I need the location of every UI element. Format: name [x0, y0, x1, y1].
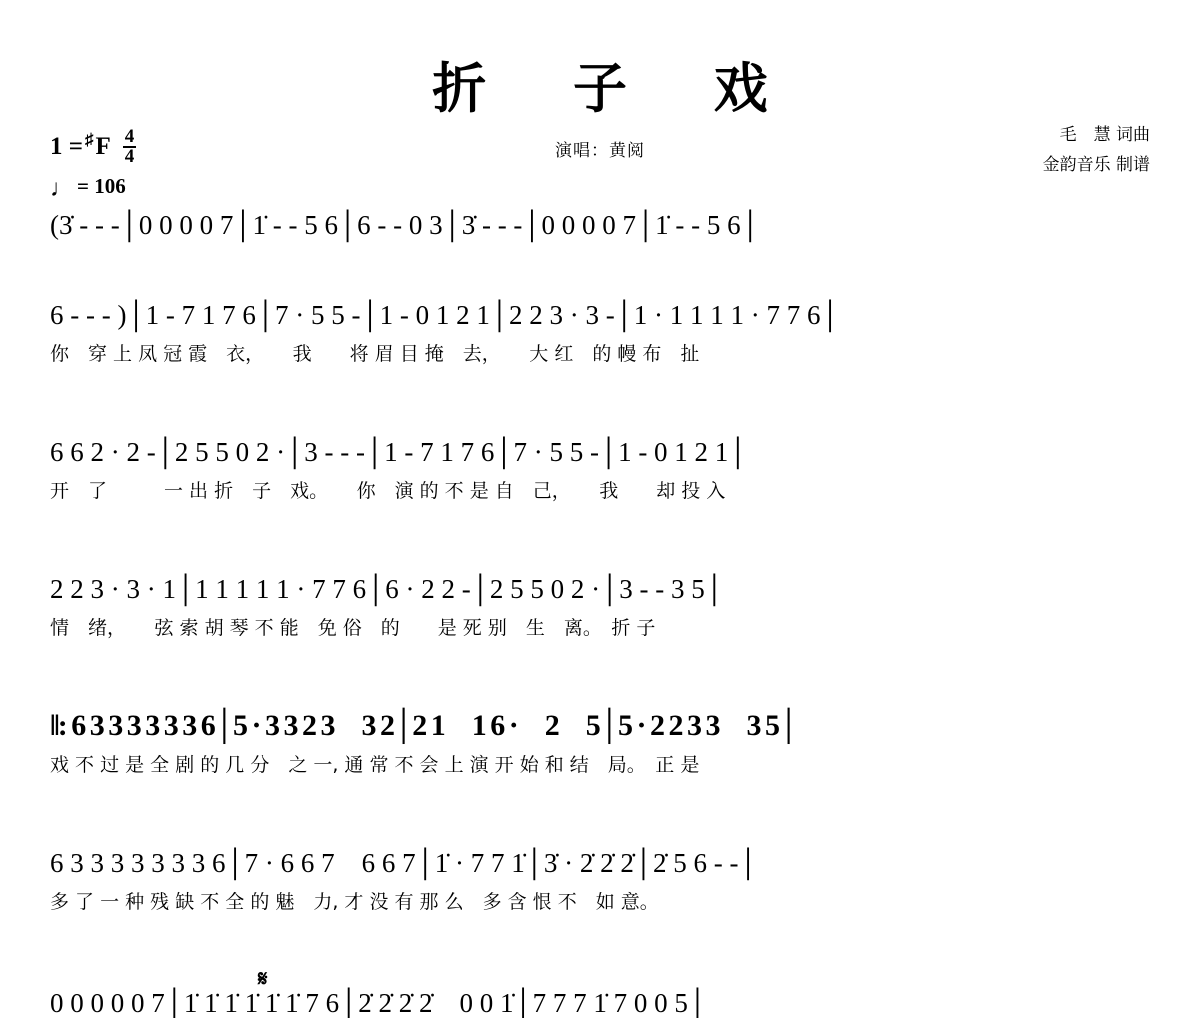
key-signature-block [50, 126, 136, 202]
tempo-marking [50, 174, 136, 202]
note-row: 0 0 0 0 0 7│1̇ 1̇ 1̇ 1̇ 1̇ 1̇ 7 6│2̇ 2̇ 2̇ 2̇ 0 0 1̇│7 7 7 1̇ 7 0 0 5│ [50, 988, 708, 1018]
singer-line: 演唱：黄阅 [555, 141, 645, 161]
credit-engraver: 金韵音乐 制谱 [1042, 155, 1150, 175]
page-title: 折 子 戏 [432, 57, 802, 120]
note-row: 2 2 3 · 3 · 1│1 1 1 1 1 · 7 7 6│6 · 2 2 -│2 5 5 0 2 ·│3 - - 3 5│ [50, 574, 724, 604]
music-system-1 [50, 210, 1155, 240]
sharp-icon: ♯ [85, 130, 94, 150]
music-system-4 [50, 574, 1155, 642]
music-system-6 [50, 848, 1155, 916]
music-system-5 [50, 711, 1155, 779]
note-row: 6 3 3 3 3 3 3 3 6│7 · 6 6 7 6 6 7│1̇ · 7 7 1̇│3̇ · 2̇ 2̇ 2̇│2̇ 5 6 - -│ [50, 848, 758, 878]
credit-author: 毛 慧 词曲 [1059, 125, 1150, 145]
tempo-value: = 106 [77, 174, 126, 199]
credits [1043, 120, 1150, 180]
lyric-row: 开 了 一 出 折 子 戏。 你 演 的 不 是 自 己， 我 却 投 入 [50, 480, 726, 502]
note-row: ‖: 6 3 3 3 3 3 3 6│5 · 3 3 2 3 3 2│2 1 1 6 · 2 5│5 · 2 2 3 3 3 5│ [50, 709, 798, 742]
lyric-row: 情 绪， 弦 索 胡 琴 不 能 免 俗 的 是 死 别 生 离。 折 子 [50, 617, 656, 639]
time-signature-denominator: 4 [124, 146, 135, 168]
lyric-row: 你 穿 上 凤 冠 霞 衣， 我 将 眉 目 掩 去， 大 红 的 幔 布 扯 [50, 343, 700, 365]
music-system-3 [50, 437, 1155, 505]
quarter-note-icon: ♩ [50, 175, 74, 202]
time-signature [123, 128, 137, 166]
lyric-row: 多 了 一 种 残 缺 不 全 的 魅 力, 才 没 有 那 么 多 含 恨 不 如 意。 [50, 891, 659, 913]
music-system-2 [50, 300, 1155, 368]
note-row: 6 - - - )│1 - 7 1 7 6│7 · 5 5 -│1 - 0 1 2 1│2 2 3 · 3 -│1 · 1 1 1 1 · 7 7 6│ [50, 300, 840, 330]
key-note: F [95, 133, 111, 161]
time-signature-numerator: 4 [124, 126, 135, 147]
lyric-row: 戏 不 过 是 全 剧 的 几 分 之 一, 通 常 不 会 上 演 开 始 和 结 局。 正 是 [50, 754, 700, 776]
note-row: 6 6 2 · 2 -│2 5 5 0 2 ·│3 - - -│1 - 7 1 7 6│7 · 5 5 -│1 - 0 1 2 1│ [50, 437, 748, 467]
key-line [50, 128, 136, 166]
music-system-7 [50, 988, 1155, 1018]
key-label: 1 = [50, 133, 83, 161]
note-row: (3̇ - - -│0 0 0 0 7│1̇ - - 5 6│6 - - 0 3│3̇ - - -│0 0 0 0 7│1̇ - - 5 6│ [50, 210, 760, 240]
segno-icon: 𝄋 [258, 966, 268, 992]
